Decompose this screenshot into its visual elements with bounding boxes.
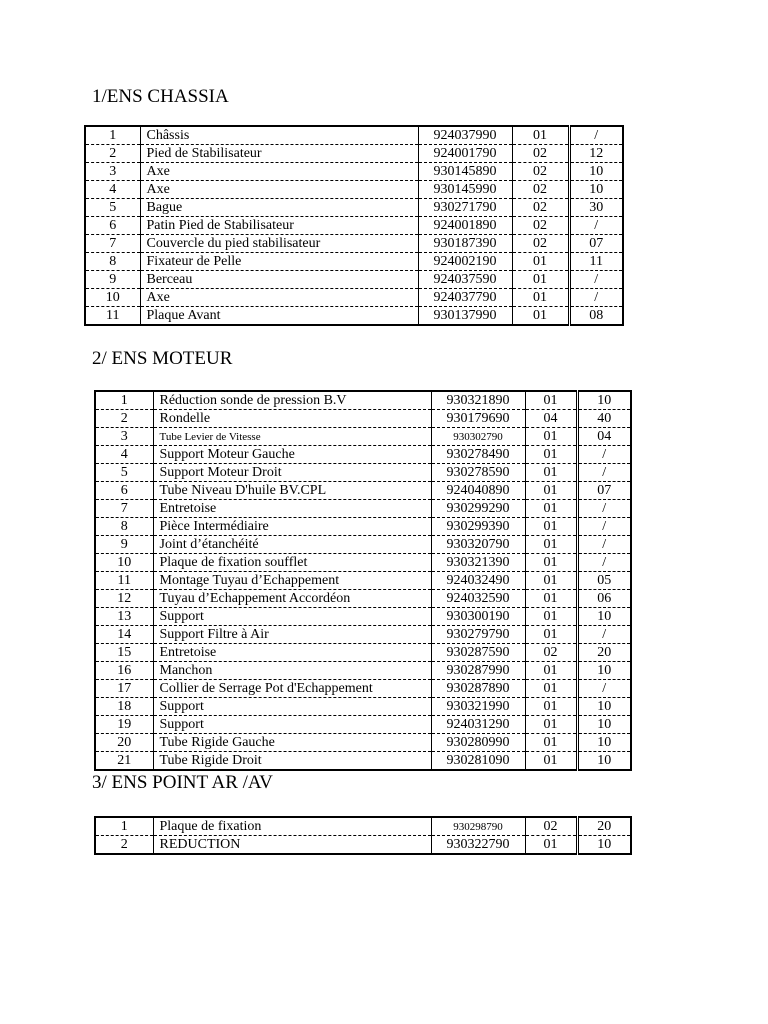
- part-reference: 12: [569, 145, 623, 163]
- row-number: 2: [95, 410, 153, 428]
- part-reference: 10: [577, 608, 631, 626]
- part-designation: Tube Rigide Droit: [153, 752, 431, 771]
- part-quantity: 01: [525, 734, 577, 752]
- table-row: [95, 716, 631, 734]
- row-number: 9: [85, 271, 140, 289]
- part-quantity: 01: [525, 464, 577, 482]
- part-quantity: 01: [512, 253, 569, 271]
- part-quantity: 01: [525, 500, 577, 518]
- part-code: 924040890: [431, 482, 525, 500]
- table-row: [95, 817, 631, 836]
- table-row: [95, 391, 631, 410]
- part-reference: 10: [577, 716, 631, 734]
- row-number: 12: [95, 590, 153, 608]
- table-row: [85, 163, 623, 181]
- part-code: 930187390: [418, 235, 512, 253]
- table-row: [95, 836, 631, 855]
- section-title-point-ar-av: 3/ ENS POINT AR /AV: [92, 772, 273, 793]
- row-number: 5: [85, 199, 140, 217]
- part-code: 930298790: [431, 817, 525, 836]
- part-reference: 30: [569, 199, 623, 217]
- table-row: [95, 734, 631, 752]
- row-number: 5: [95, 464, 153, 482]
- part-code: 930302790: [431, 428, 525, 446]
- table-row: [95, 464, 631, 482]
- part-code: 930145890: [418, 163, 512, 181]
- part-designation: Rondelle: [153, 410, 431, 428]
- table-row: [95, 752, 631, 771]
- part-reference: 07: [577, 482, 631, 500]
- part-reference: /: [577, 554, 631, 572]
- part-reference: /: [569, 217, 623, 235]
- table-row: [85, 126, 623, 145]
- table-row: [95, 626, 631, 644]
- row-number: 20: [95, 734, 153, 752]
- parts-table-chassis: [84, 125, 624, 326]
- part-designation: Manchon: [153, 662, 431, 680]
- part-code: 924002190: [418, 253, 512, 271]
- row-number: 9: [95, 536, 153, 554]
- part-reference: /: [569, 271, 623, 289]
- part-code: 924037590: [418, 271, 512, 289]
- part-designation: Tube Niveau D'huile BV.CPL: [153, 482, 431, 500]
- part-quantity: 01: [525, 716, 577, 734]
- part-quantity: 01: [525, 590, 577, 608]
- part-designation: REDUCTION: [153, 836, 431, 855]
- part-code: 924037790: [418, 289, 512, 307]
- part-code: 930321990: [431, 698, 525, 716]
- part-reference: 10: [569, 181, 623, 199]
- part-quantity: 02: [525, 644, 577, 662]
- part-designation: Pied de Stabilisateur: [140, 145, 418, 163]
- part-quantity: 01: [525, 446, 577, 464]
- table-row: [85, 235, 623, 253]
- part-reference: /: [577, 464, 631, 482]
- row-number: 1: [95, 817, 153, 836]
- part-quantity: 02: [512, 163, 569, 181]
- part-quantity: 02: [512, 217, 569, 235]
- part-code: 930322790: [431, 836, 525, 855]
- part-designation: Patin Pied de Stabilisateur: [140, 217, 418, 235]
- part-code: 930278590: [431, 464, 525, 482]
- part-designation: Tube Rigide Gauche: [153, 734, 431, 752]
- part-designation: Support Moteur Droit: [153, 464, 431, 482]
- part-reference: 10: [577, 752, 631, 771]
- part-reference: /: [577, 536, 631, 554]
- row-number: 1: [85, 126, 140, 145]
- part-quantity: 01: [525, 662, 577, 680]
- row-number: 18: [95, 698, 153, 716]
- row-number: 14: [95, 626, 153, 644]
- part-code: 930299290: [431, 500, 525, 518]
- part-code: 930300190: [431, 608, 525, 626]
- part-code: 930280990: [431, 734, 525, 752]
- part-reference: 06: [577, 590, 631, 608]
- part-quantity: 02: [512, 235, 569, 253]
- row-number: 8: [95, 518, 153, 536]
- part-designation: Tuyau d’Echappement Accordéon: [153, 590, 431, 608]
- part-reference: 20: [577, 644, 631, 662]
- part-code: 930271790: [418, 199, 512, 217]
- part-quantity: 01: [525, 608, 577, 626]
- part-code: 924037990: [418, 126, 512, 145]
- part-reference: 10: [577, 698, 631, 716]
- part-code: 924001890: [418, 217, 512, 235]
- row-number: 10: [95, 554, 153, 572]
- table-row: [95, 680, 631, 698]
- part-reference: 11: [569, 253, 623, 271]
- part-designation: Bague: [140, 199, 418, 217]
- row-number: 21: [95, 752, 153, 771]
- row-number: 17: [95, 680, 153, 698]
- row-number: 19: [95, 716, 153, 734]
- part-reference: /: [577, 446, 631, 464]
- part-designation: Support: [153, 716, 431, 734]
- part-designation: Réduction sonde de pression B.V: [153, 391, 431, 410]
- part-reference: 04: [577, 428, 631, 446]
- table-row: [85, 199, 623, 217]
- part-designation: Tube Levier de Vitesse: [153, 428, 431, 446]
- row-number: 4: [95, 446, 153, 464]
- part-code: 930299390: [431, 518, 525, 536]
- part-designation: Plaque Avant: [140, 307, 418, 326]
- table-row: [85, 217, 623, 235]
- part-quantity: 01: [525, 428, 577, 446]
- table-row: [95, 482, 631, 500]
- part-reference: /: [577, 518, 631, 536]
- table-row: [95, 662, 631, 680]
- part-designation: Support Filtre à Air: [153, 626, 431, 644]
- row-number: 15: [95, 644, 153, 662]
- table-row: [95, 536, 631, 554]
- part-quantity: 01: [525, 391, 577, 410]
- table-row: [95, 500, 631, 518]
- part-code: 924031290: [431, 716, 525, 734]
- part-designation: Couvercle du pied stabilisateur: [140, 235, 418, 253]
- section-title-moteur: 2/ ENS MOTEUR: [92, 348, 233, 369]
- row-number: 7: [85, 235, 140, 253]
- part-code: 930281090: [431, 752, 525, 771]
- part-designation: Axe: [140, 163, 418, 181]
- part-code: 930287590: [431, 644, 525, 662]
- row-number: 6: [95, 482, 153, 500]
- part-quantity: 01: [525, 572, 577, 590]
- part-quantity: 02: [512, 181, 569, 199]
- row-number: 3: [95, 428, 153, 446]
- part-code: 930320790: [431, 536, 525, 554]
- part-quantity: 01: [512, 126, 569, 145]
- part-quantity: 01: [525, 836, 577, 855]
- part-quantity: 04: [525, 410, 577, 428]
- part-quantity: 01: [512, 307, 569, 326]
- row-number: 8: [85, 253, 140, 271]
- part-quantity: 01: [525, 482, 577, 500]
- part-designation: Montage Tuyau d’Echappement: [153, 572, 431, 590]
- part-reference: 10: [577, 836, 631, 855]
- table-row: [95, 698, 631, 716]
- part-reference: 10: [577, 734, 631, 752]
- part-reference: /: [569, 126, 623, 145]
- part-quantity: 02: [525, 817, 577, 836]
- part-designation: Châssis: [140, 126, 418, 145]
- part-reference: 08: [569, 307, 623, 326]
- table-row: [85, 145, 623, 163]
- table-row: [85, 271, 623, 289]
- part-designation: Plaque de fixation soufflet: [153, 554, 431, 572]
- part-code: 924032590: [431, 590, 525, 608]
- table-row: [85, 253, 623, 271]
- row-number: 1: [95, 391, 153, 410]
- part-designation: Plaque de fixation: [153, 817, 431, 836]
- part-designation: Joint d’étanchéité: [153, 536, 431, 554]
- table-row: [85, 307, 623, 326]
- table-row: [95, 518, 631, 536]
- part-designation: Support: [153, 608, 431, 626]
- part-quantity: 01: [525, 752, 577, 771]
- part-code: 930279790: [431, 626, 525, 644]
- row-number: 13: [95, 608, 153, 626]
- part-quantity: 01: [525, 626, 577, 644]
- part-code: 924032490: [431, 572, 525, 590]
- part-reference: /: [577, 626, 631, 644]
- part-reference: /: [577, 500, 631, 518]
- table-row: [95, 572, 631, 590]
- part-code: 930278490: [431, 446, 525, 464]
- part-reference: /: [577, 680, 631, 698]
- part-code: 930321390: [431, 554, 525, 572]
- parts-table-moteur: [94, 390, 632, 771]
- table-row: [95, 554, 631, 572]
- part-quantity: 01: [525, 536, 577, 554]
- row-number: 10: [85, 289, 140, 307]
- table-row: [95, 608, 631, 626]
- part-designation: Collier de Serrage Pot d'Echappement: [153, 680, 431, 698]
- table-row: [95, 446, 631, 464]
- part-code: 930145990: [418, 181, 512, 199]
- part-designation: Entretoise: [153, 500, 431, 518]
- part-reference: 10: [577, 391, 631, 410]
- part-reference: 07: [569, 235, 623, 253]
- part-quantity: 01: [525, 680, 577, 698]
- part-designation: Support Moteur Gauche: [153, 446, 431, 464]
- part-designation: Axe: [140, 289, 418, 307]
- table-row: [95, 644, 631, 662]
- section-title-chassis: 1/ENS CHASSIA: [92, 86, 229, 107]
- part-reference: 20: [577, 817, 631, 836]
- row-number: 16: [95, 662, 153, 680]
- row-number: 4: [85, 181, 140, 199]
- table-row: [85, 289, 623, 307]
- part-reference: 40: [577, 410, 631, 428]
- part-quantity: 01: [525, 554, 577, 572]
- part-code: 930137990: [418, 307, 512, 326]
- row-number: 11: [85, 307, 140, 326]
- part-reference: 10: [577, 662, 631, 680]
- part-reference: 10: [569, 163, 623, 181]
- parts-table-point-ar-av: [94, 816, 632, 855]
- row-number: 6: [85, 217, 140, 235]
- row-number: 7: [95, 500, 153, 518]
- part-designation: Fixateur de Pelle: [140, 253, 418, 271]
- row-number: 2: [85, 145, 140, 163]
- part-reference: /: [569, 289, 623, 307]
- part-code: 924001790: [418, 145, 512, 163]
- row-number: 11: [95, 572, 153, 590]
- table-row: [95, 410, 631, 428]
- part-designation: Support: [153, 698, 431, 716]
- table-row: [95, 590, 631, 608]
- part-quantity: 02: [512, 199, 569, 217]
- part-quantity: 01: [525, 698, 577, 716]
- part-code: 930287990: [431, 662, 525, 680]
- table-row: [85, 181, 623, 199]
- part-code: 930179690: [431, 410, 525, 428]
- part-quantity: 01: [512, 289, 569, 307]
- part-code: 930321890: [431, 391, 525, 410]
- part-designation: Berceau: [140, 271, 418, 289]
- row-number: 3: [85, 163, 140, 181]
- part-designation: Entretoise: [153, 644, 431, 662]
- part-quantity: 01: [525, 518, 577, 536]
- part-code: 930287890: [431, 680, 525, 698]
- part-designation: Pièce Intermédiaire: [153, 518, 431, 536]
- part-designation: Axe: [140, 181, 418, 199]
- row-number: 2: [95, 836, 153, 855]
- table-row: [95, 428, 631, 446]
- part-quantity: 02: [512, 145, 569, 163]
- part-quantity: 01: [512, 271, 569, 289]
- part-reference: 05: [577, 572, 631, 590]
